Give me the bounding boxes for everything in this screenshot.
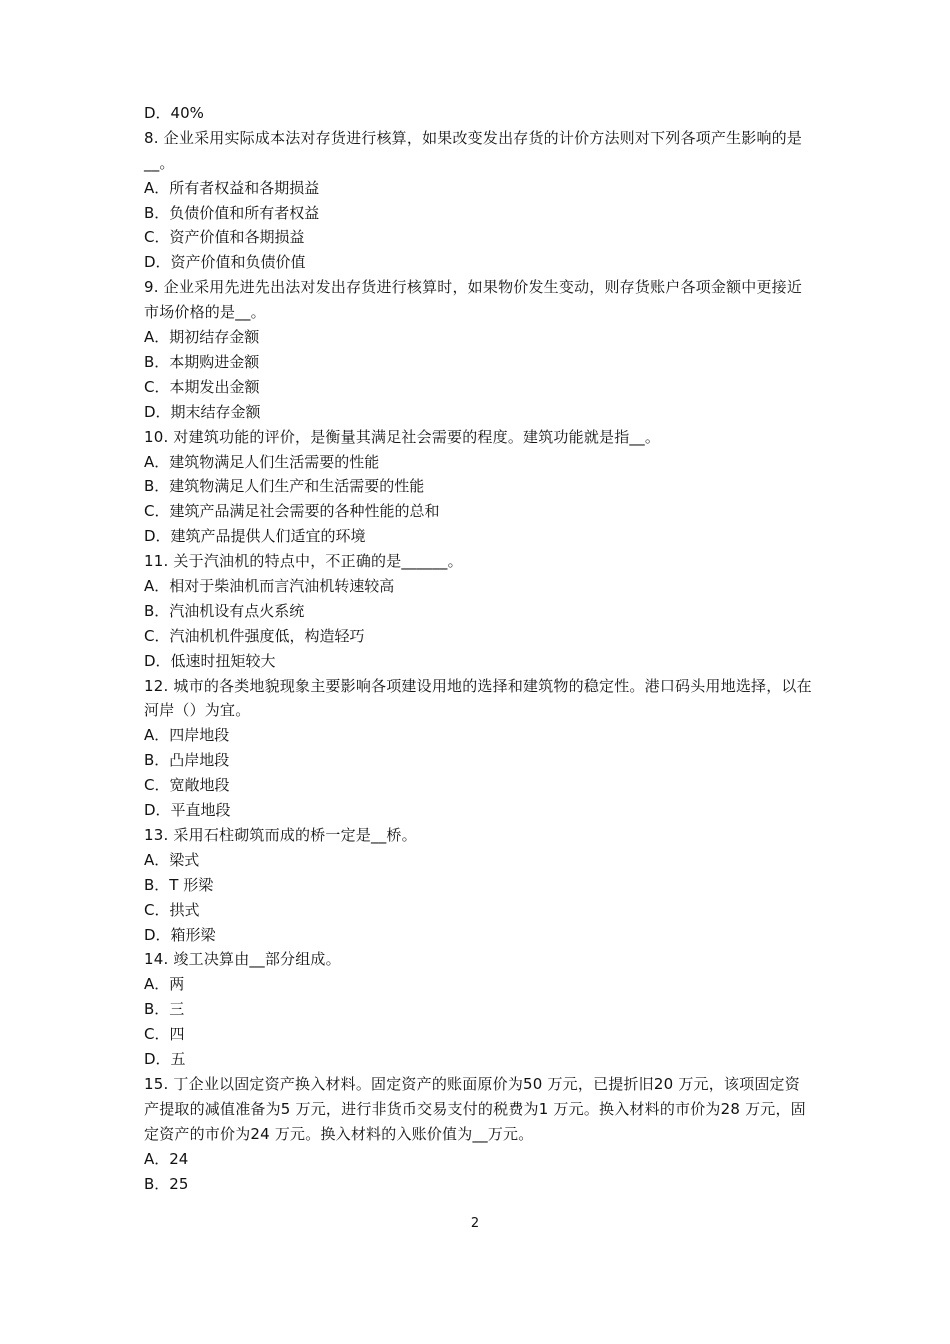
question-10 — [144, 425, 814, 549]
option: A．所有者权益和各期损益 — [144, 178, 320, 197]
question-text: 12. 城市的各类地貌现象主要影响各项建设用地的选择和建筑物的稳定性。港口码头用地选择，以在河岸（）为宜。 — [144, 676, 812, 720]
question-text: 9. 企业采用先进先出法对发出存货进行核算时，如果物价发生变动，则存货账户各项金额中更接近市场价格的是__。 — [144, 278, 803, 322]
question-text: 13. 采用石柱砌筑而成的桥一定是__桥。 — [144, 825, 417, 844]
option: C．资产价值和各期损益 — [144, 228, 305, 247]
question-12 — [144, 674, 814, 823]
question-text: 15. 丁企业以固定资产换入材料。固定资产的账面原价为50 万元，已提折旧20 万元，该项固定资产提取的减值准备为5 万元，进行非货币交易支付的税费为1 万元。换入材料的市价为28 万元，固定资产的市价为24 万元。换入材料的入账价值为__万元。 — [144, 1074, 806, 1143]
option: D．期末结存金额 — [144, 402, 261, 421]
question-8 — [144, 126, 814, 275]
question-15 — [144, 1072, 814, 1197]
option: D．低速时扭矩较大 — [144, 651, 276, 670]
option: B．凸岸地段 — [144, 751, 230, 770]
option: B．本期购进金额 — [144, 352, 260, 371]
option: A．相对于柴油机而言汽油机转速较高 — [144, 577, 395, 596]
option: C．本期发出金额 — [144, 377, 260, 396]
option: C．四 — [144, 1025, 185, 1044]
option: C．宽敞地段 — [144, 776, 230, 795]
option: B．25 — [144, 1174, 189, 1193]
question-13 — [144, 823, 814, 947]
option: D．建筑产品提供人们适宜的环境 — [144, 527, 366, 546]
question-11 — [144, 549, 814, 673]
option: A．建筑物满足人们生活需要的性能 — [144, 452, 380, 471]
option: A．两 — [144, 975, 185, 994]
leading-option: D．40% — [144, 104, 204, 122]
question-9 — [144, 275, 814, 424]
question-text: 14. 竣工决算由__部分组成。 — [144, 950, 341, 969]
option: D．五 — [144, 1050, 186, 1068]
option: C．建筑产品满足社会需要的各种性能的总和 — [144, 502, 440, 521]
question-text: 11. 关于汽油机的特点中，不正确的是______。 — [144, 552, 463, 571]
option: A．梁式 — [144, 850, 200, 869]
question-14 — [144, 947, 814, 1071]
option: B．负债价值和所有者权益 — [144, 203, 320, 222]
option: A．期初结存金额 — [144, 328, 260, 347]
option: D．箱形梁 — [144, 925, 216, 944]
option: D．平直地段 — [144, 801, 231, 820]
option: B．T 形梁 — [144, 875, 214, 894]
question-text: 10. 对建筑功能的评价，是衡量其满足社会需要的程度。建筑功能就是指__。 — [144, 427, 661, 446]
option: C．拱式 — [144, 900, 200, 919]
option: B．建筑物满足人们生产和生活需要的性能 — [144, 477, 425, 496]
option: D．资产价值和负债价值 — [144, 253, 306, 272]
page-number: 2 — [470, 1216, 480, 1231]
document-body — [144, 101, 814, 1196]
option: B．汽油机设有点火系统 — [144, 601, 305, 620]
question-text: 8. 企业采用实际成本法对存货进行核算，如果改变发出存货的计价方法则对下列各项产生影响的是__。 — [144, 128, 803, 172]
option: A．24 — [144, 1149, 189, 1168]
option: B．三 — [144, 1000, 185, 1019]
option: C．汽油机机件强度低，构造轻巧 — [144, 626, 365, 645]
option: A．四岸地段 — [144, 726, 230, 745]
